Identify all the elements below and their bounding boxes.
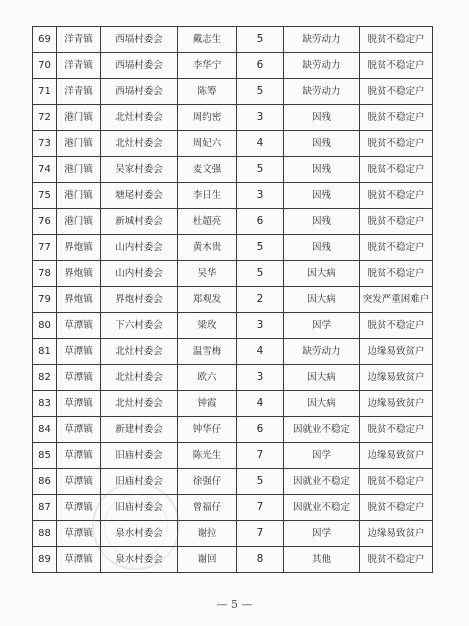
village-committee-cell: 西塥村委会 bbox=[101, 27, 178, 53]
householder-name-cell: 钟霞 bbox=[178, 391, 237, 417]
village-committee-cell: 泉水村委会 bbox=[101, 547, 178, 573]
householder-name-cell: 周妃六 bbox=[178, 131, 237, 157]
town-name-cell: 界炮镇 bbox=[57, 287, 101, 313]
town-name-cell: 界炮镇 bbox=[57, 261, 101, 287]
town-name-cell: 港门镇 bbox=[57, 157, 101, 183]
village-committee-cell: 北灶村委会 bbox=[101, 105, 178, 131]
household-type-cell: 边缘易致贫户 bbox=[360, 521, 433, 547]
household-size-cell: 5 bbox=[237, 261, 284, 287]
household-type-cell: 脱贫不稳定户 bbox=[360, 313, 433, 339]
row-number-cell: 87 bbox=[33, 495, 57, 521]
village-committee-cell: 西塥村委会 bbox=[101, 79, 178, 105]
town-name-cell: 草潭镇 bbox=[57, 521, 101, 547]
table-row bbox=[33, 469, 433, 495]
town-name-cell: 洋青镇 bbox=[57, 27, 101, 53]
row-number-cell: 79 bbox=[33, 287, 57, 313]
household-type-cell: 脱贫不稳定户 bbox=[360, 131, 433, 157]
household-type-cell: 脱贫不稳定户 bbox=[360, 105, 433, 131]
householder-name-cell: 谢回 bbox=[178, 547, 237, 573]
householder-name-cell: 麦文强 bbox=[178, 157, 237, 183]
row-number-cell: 81 bbox=[33, 339, 57, 365]
row-number-cell: 86 bbox=[33, 469, 57, 495]
household-size-cell: 5 bbox=[237, 235, 284, 261]
village-committee-cell: 西塥村委会 bbox=[101, 53, 178, 79]
household-size-cell: 4 bbox=[237, 131, 284, 157]
table-row bbox=[33, 157, 433, 183]
row-number-cell: 73 bbox=[33, 131, 57, 157]
village-committee-cell: 下六村委会 bbox=[101, 313, 178, 339]
town-name-cell: 草潭镇 bbox=[57, 547, 101, 573]
household-size-cell: 5 bbox=[237, 79, 284, 105]
household-type-cell: 突发严重困难户 bbox=[360, 287, 433, 313]
table-row bbox=[33, 235, 433, 261]
poverty-cause-cell: 因残 bbox=[284, 105, 360, 131]
poverty-cause-cell: 因学 bbox=[284, 521, 360, 547]
householder-name-cell: 欧六 bbox=[178, 365, 237, 391]
row-number-cell: 85 bbox=[33, 443, 57, 469]
poverty-cause-cell: 缺劳动力 bbox=[284, 53, 360, 79]
household-size-cell: 6 bbox=[237, 209, 284, 235]
householder-name-cell: 徐强仔 bbox=[178, 469, 237, 495]
household-type-cell: 脱贫不稳定户 bbox=[360, 183, 433, 209]
household-size-cell: 3 bbox=[237, 183, 284, 209]
table-row bbox=[33, 53, 433, 79]
household-type-cell: 边缘易致贫户 bbox=[360, 391, 433, 417]
town-name-cell: 港门镇 bbox=[57, 209, 101, 235]
village-committee-cell: 北灶村委会 bbox=[101, 339, 178, 365]
poverty-cause-cell: 因大病 bbox=[284, 287, 360, 313]
row-number-cell: 80 bbox=[33, 313, 57, 339]
household-size-cell: 3 bbox=[237, 313, 284, 339]
poverty-cause-cell: 因残 bbox=[284, 157, 360, 183]
row-number-cell: 75 bbox=[33, 183, 57, 209]
table-row bbox=[33, 365, 433, 391]
householder-name-cell: 陈筹 bbox=[178, 79, 237, 105]
householder-name-cell: 杜超亮 bbox=[178, 209, 237, 235]
household-size-cell: 2 bbox=[237, 287, 284, 313]
row-number-cell: 77 bbox=[33, 235, 57, 261]
town-name-cell: 洋青镇 bbox=[57, 79, 101, 105]
village-committee-cell: 北灶村委会 bbox=[101, 131, 178, 157]
household-size-cell: 7 bbox=[237, 495, 284, 521]
row-number-cell: 88 bbox=[33, 521, 57, 547]
town-name-cell: 草潭镇 bbox=[57, 391, 101, 417]
village-committee-cell: 塘尾村委会 bbox=[101, 183, 178, 209]
page-number: — 5 — bbox=[216, 598, 253, 611]
row-number-cell: 78 bbox=[33, 261, 57, 287]
household-type-cell: 脱贫不稳定户 bbox=[360, 27, 433, 53]
household-type-cell: 脱贫不稳定户 bbox=[360, 235, 433, 261]
table-row bbox=[33, 391, 433, 417]
poverty-cause-cell: 因就业不稳定 bbox=[284, 495, 360, 521]
village-committee-cell: 北灶村委会 bbox=[101, 391, 178, 417]
household-type-cell: 边缘易致贫户 bbox=[360, 365, 433, 391]
town-name-cell: 草潭镇 bbox=[57, 365, 101, 391]
poverty-cause-cell: 因残 bbox=[284, 183, 360, 209]
household-type-cell: 脱贫不稳定户 bbox=[360, 79, 433, 105]
table-row bbox=[33, 287, 433, 313]
village-committee-cell: 吴家村委会 bbox=[101, 157, 178, 183]
town-name-cell: 草潭镇 bbox=[57, 339, 101, 365]
household-type-cell: 脱贫不稳定户 bbox=[360, 53, 433, 79]
poverty-cause-cell: 缺劳动力 bbox=[284, 339, 360, 365]
householder-name-cell: 钟华仔 bbox=[178, 417, 237, 443]
household-size-cell: 4 bbox=[237, 339, 284, 365]
poverty-cause-cell: 因学 bbox=[284, 313, 360, 339]
town-name-cell: 草潭镇 bbox=[57, 469, 101, 495]
row-number-cell: 72 bbox=[33, 105, 57, 131]
poverty-cause-cell: 因就业不稳定 bbox=[284, 417, 360, 443]
village-committee-cell: 旧庙村委会 bbox=[101, 443, 178, 469]
town-name-cell: 港门镇 bbox=[57, 183, 101, 209]
town-name-cell: 界炮镇 bbox=[57, 235, 101, 261]
household-type-cell: 边缘易致贫户 bbox=[360, 443, 433, 469]
table-row bbox=[33, 105, 433, 131]
household-size-cell: 3 bbox=[237, 365, 284, 391]
table-row bbox=[33, 183, 433, 209]
town-name-cell: 草潭镇 bbox=[57, 313, 101, 339]
town-name-cell: 草潭镇 bbox=[57, 495, 101, 521]
village-committee-cell: 新城村委会 bbox=[101, 209, 178, 235]
village-committee-cell: 山内村委会 bbox=[101, 261, 178, 287]
row-number-cell: 70 bbox=[33, 53, 57, 79]
household-type-cell: 脱贫不稳定户 bbox=[360, 157, 433, 183]
household-table-body bbox=[33, 27, 433, 573]
household-type-cell: 脱贫不稳定户 bbox=[360, 261, 433, 287]
table-row bbox=[33, 443, 433, 469]
town-name-cell: 洋青镇 bbox=[57, 53, 101, 79]
householder-name-cell: 戴志生 bbox=[178, 27, 237, 53]
householder-name-cell: 李日生 bbox=[178, 183, 237, 209]
poverty-cause-cell: 缺劳动力 bbox=[284, 79, 360, 105]
householder-name-cell: 梁玫 bbox=[178, 313, 237, 339]
household-size-cell: 7 bbox=[237, 443, 284, 469]
poverty-cause-cell: 因大病 bbox=[284, 261, 360, 287]
poverty-cause-cell: 因残 bbox=[284, 131, 360, 157]
household-size-cell: 5 bbox=[237, 469, 284, 495]
householder-name-cell: 周约密 bbox=[178, 105, 237, 131]
village-committee-cell: 山内村委会 bbox=[101, 235, 178, 261]
poverty-cause-cell: 因残 bbox=[284, 209, 360, 235]
household-size-cell: 5 bbox=[237, 27, 284, 53]
household-type-cell: 脱贫不稳定户 bbox=[360, 417, 433, 443]
poverty-cause-cell: 因残 bbox=[284, 235, 360, 261]
poverty-cause-cell: 缺劳动力 bbox=[284, 27, 360, 53]
householder-name-cell: 吴华 bbox=[178, 261, 237, 287]
householder-name-cell: 谢拉 bbox=[178, 521, 237, 547]
row-number-cell: 69 bbox=[33, 27, 57, 53]
village-committee-cell: 界炮村委会 bbox=[101, 287, 178, 313]
table-row bbox=[33, 339, 433, 365]
table-row bbox=[33, 417, 433, 443]
table-row bbox=[33, 261, 433, 287]
household-size-cell: 8 bbox=[237, 547, 284, 573]
household-type-cell: 脱贫不稳定户 bbox=[360, 547, 433, 573]
table-row bbox=[33, 209, 433, 235]
household-type-cell: 边缘易致贫户 bbox=[360, 339, 433, 365]
householder-name-cell: 温雪梅 bbox=[178, 339, 237, 365]
householder-name-cell: 陈光生 bbox=[178, 443, 237, 469]
household-size-cell: 4 bbox=[237, 391, 284, 417]
row-number-cell: 74 bbox=[33, 157, 57, 183]
household-table bbox=[32, 26, 433, 573]
table-row bbox=[33, 27, 433, 53]
poverty-cause-cell: 因大病 bbox=[284, 365, 360, 391]
town-name-cell: 草潭镇 bbox=[57, 443, 101, 469]
poverty-cause-cell: 其他 bbox=[284, 547, 360, 573]
village-committee-cell: 旧庙村委会 bbox=[101, 469, 178, 495]
town-name-cell: 港门镇 bbox=[57, 131, 101, 157]
householder-name-cell: 李华宁 bbox=[178, 53, 237, 79]
table-row bbox=[33, 79, 433, 105]
town-name-cell: 草潭镇 bbox=[57, 417, 101, 443]
household-size-cell: 3 bbox=[237, 105, 284, 131]
village-committee-cell: 北灶村委会 bbox=[101, 365, 178, 391]
household-size-cell: 6 bbox=[237, 53, 284, 79]
poverty-cause-cell: 因大病 bbox=[284, 391, 360, 417]
household-type-cell: 脱贫不稳定户 bbox=[360, 209, 433, 235]
table-row bbox=[33, 313, 433, 339]
poverty-cause-cell: 因学 bbox=[284, 443, 360, 469]
village-committee-cell: 泉水村委会 bbox=[101, 521, 178, 547]
row-number-cell: 76 bbox=[33, 209, 57, 235]
household-size-cell: 5 bbox=[237, 157, 284, 183]
row-number-cell: 71 bbox=[33, 79, 57, 105]
row-number-cell: 84 bbox=[33, 417, 57, 443]
faint-seal-mark bbox=[92, 482, 180, 570]
household-size-cell: 7 bbox=[237, 521, 284, 547]
household-type-cell: 脱贫不稳定户 bbox=[360, 495, 433, 521]
village-committee-cell: 旧庙村委会 bbox=[101, 495, 178, 521]
householder-name-cell: 黄木贵 bbox=[178, 235, 237, 261]
village-committee-cell: 新建村委会 bbox=[101, 417, 178, 443]
row-number-cell: 83 bbox=[33, 391, 57, 417]
household-type-cell: 脱贫不稳定户 bbox=[360, 469, 433, 495]
householder-name-cell: 郑观发 bbox=[178, 287, 237, 313]
row-number-cell: 89 bbox=[33, 547, 57, 573]
table-row bbox=[33, 131, 433, 157]
row-number-cell: 82 bbox=[33, 365, 57, 391]
town-name-cell: 港门镇 bbox=[57, 105, 101, 131]
household-size-cell: 6 bbox=[237, 417, 284, 443]
poverty-cause-cell: 因就业不稳定 bbox=[284, 469, 360, 495]
table-row bbox=[33, 547, 433, 573]
householder-name-cell: 曾福仔 bbox=[178, 495, 237, 521]
